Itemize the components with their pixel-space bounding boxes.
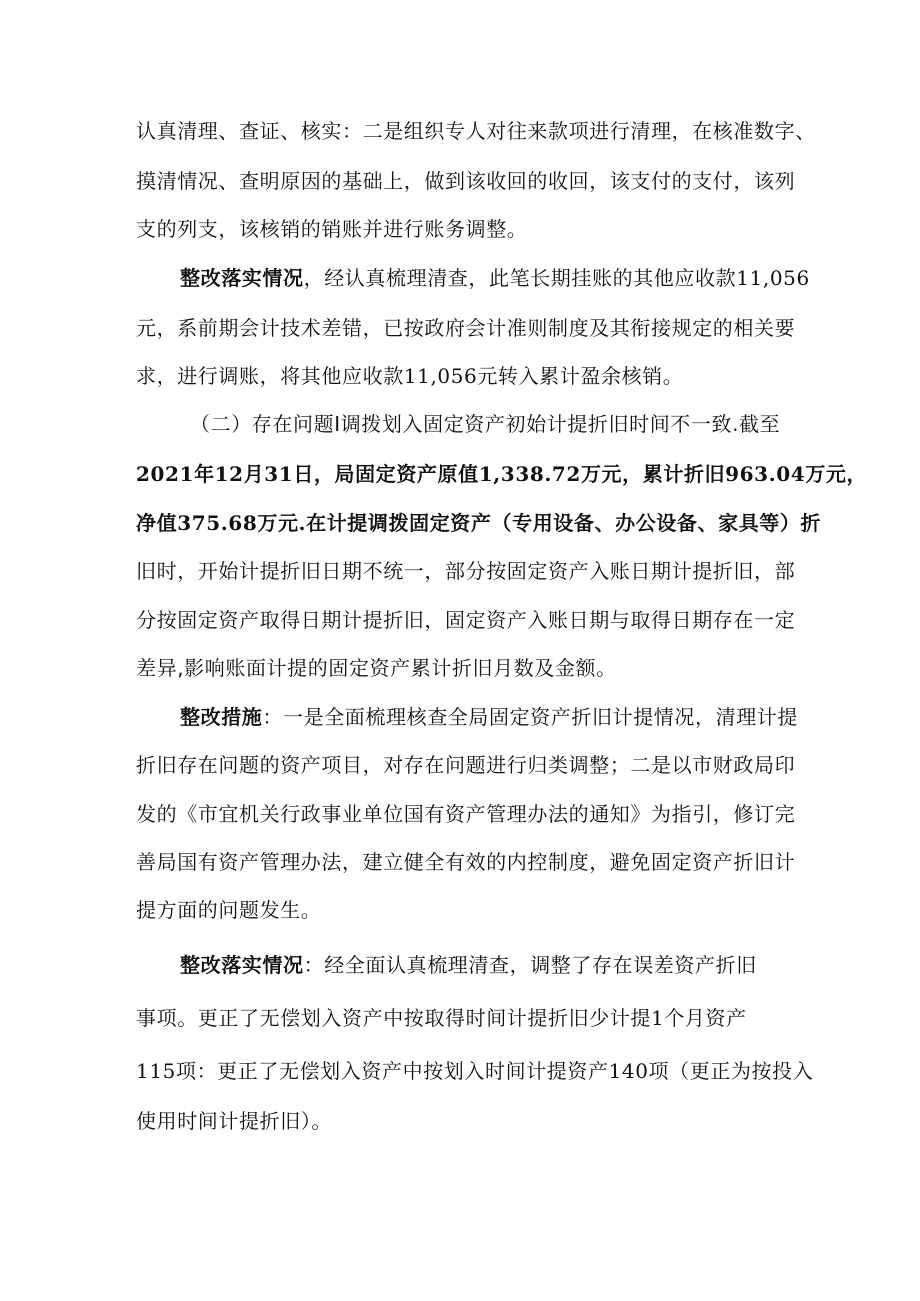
paragraph-4-line-1-text: ：一是全面梳理核查全局固定资产折旧计提情况，清理计提 [262,705,799,729]
paragraph-5-line-3: 115项：更正了无偿划入资产中按划入时间计提资产140项（更正为按投入 [136,1059,814,1083]
paragraph-4-line-3: 发的《市宜机关行政事业单位国有资产管理办法的通知》为指引，修订完 [136,802,796,826]
paragraph-5-line-2: 事项。更正了无偿划入资产中按取得时间计提折旧少计提1个月资产 [136,1006,747,1030]
paragraph-4-line-1 [180,702,798,732]
paragraph-3-line-5: 分按固定资产取得日期计提折旧，固定资产入账日期与取得日期存在一定 [136,608,796,632]
paragraph-1-line-1: 认真清理、查证、核实：二是组织专人对往来款项进行清理，在核准数字、 [136,119,816,143]
paragraph-4-label: 整改措施 [180,705,263,729]
paragraph-3-line-2: 2021年12月31日，局固定资产原值1,338.72万元，累计折旧963.04万元， [136,462,868,486]
paragraph-3-line-4: 旧时，开始计提折旧日期不统一，部分按固定资产入账日期计提折旧，部 [136,559,796,583]
paragraph-1-line-2: 摸清情况、查明原因的基础上，做到该收回的收回，该支付的支付，该列 [136,169,796,193]
paragraph-2-line-1-text: ，经认真梳理清查，此笔长期挂账的其他应收款11,056 [303,266,810,290]
paragraph-5-line-4: 使用时间计提折旧）。 [136,1109,332,1133]
paragraph-3-line-6: 差异,影响账面计提的固定资产累计折旧月数及金额。 [136,656,617,680]
paragraph-2-line-3: 求，进行调账，将其他应收款11,056元转入累计盈余核销。 [136,364,684,388]
paragraph-4-line-2: 折旧存在问题的资产项目，对存在问题进行归类调整；二是以市财政局印 [136,753,796,777]
paragraph-2-line-1 [180,263,810,293]
paragraph-1-line-3: 支的列支，该核销的销账并进行账务调整。 [136,217,528,241]
paragraph-2-label: 整改落实情况 [180,266,304,290]
paragraph-5-label: 整改落实情况 [180,953,304,977]
paragraph-2-line-2: 元，系前期会计技术差错，已按政府会计准则制度及其衔接规定的相关要 [136,316,796,340]
paragraph-4-line-4: 善局国有资产管理办法，建立健全有效的内控制度，避免固定资产折旧计 [136,850,796,874]
paragraph-5-line-1-text: ：经全面认真梳理清查，调整了存在误差资产折旧 [303,953,757,977]
paragraph-3-line-1: （二）存在问题I调拨划入固定资产初始计提折旧时间不一致.截至 [190,412,781,436]
paragraph-3-line-3: 净值375.68万元.在计提调拨固定资产（专用设备、办公设备、家具等）折 [136,511,822,535]
paragraph-5-line-1 [180,950,757,980]
paragraph-4-line-5: 提方面的问题发生。 [136,898,322,922]
